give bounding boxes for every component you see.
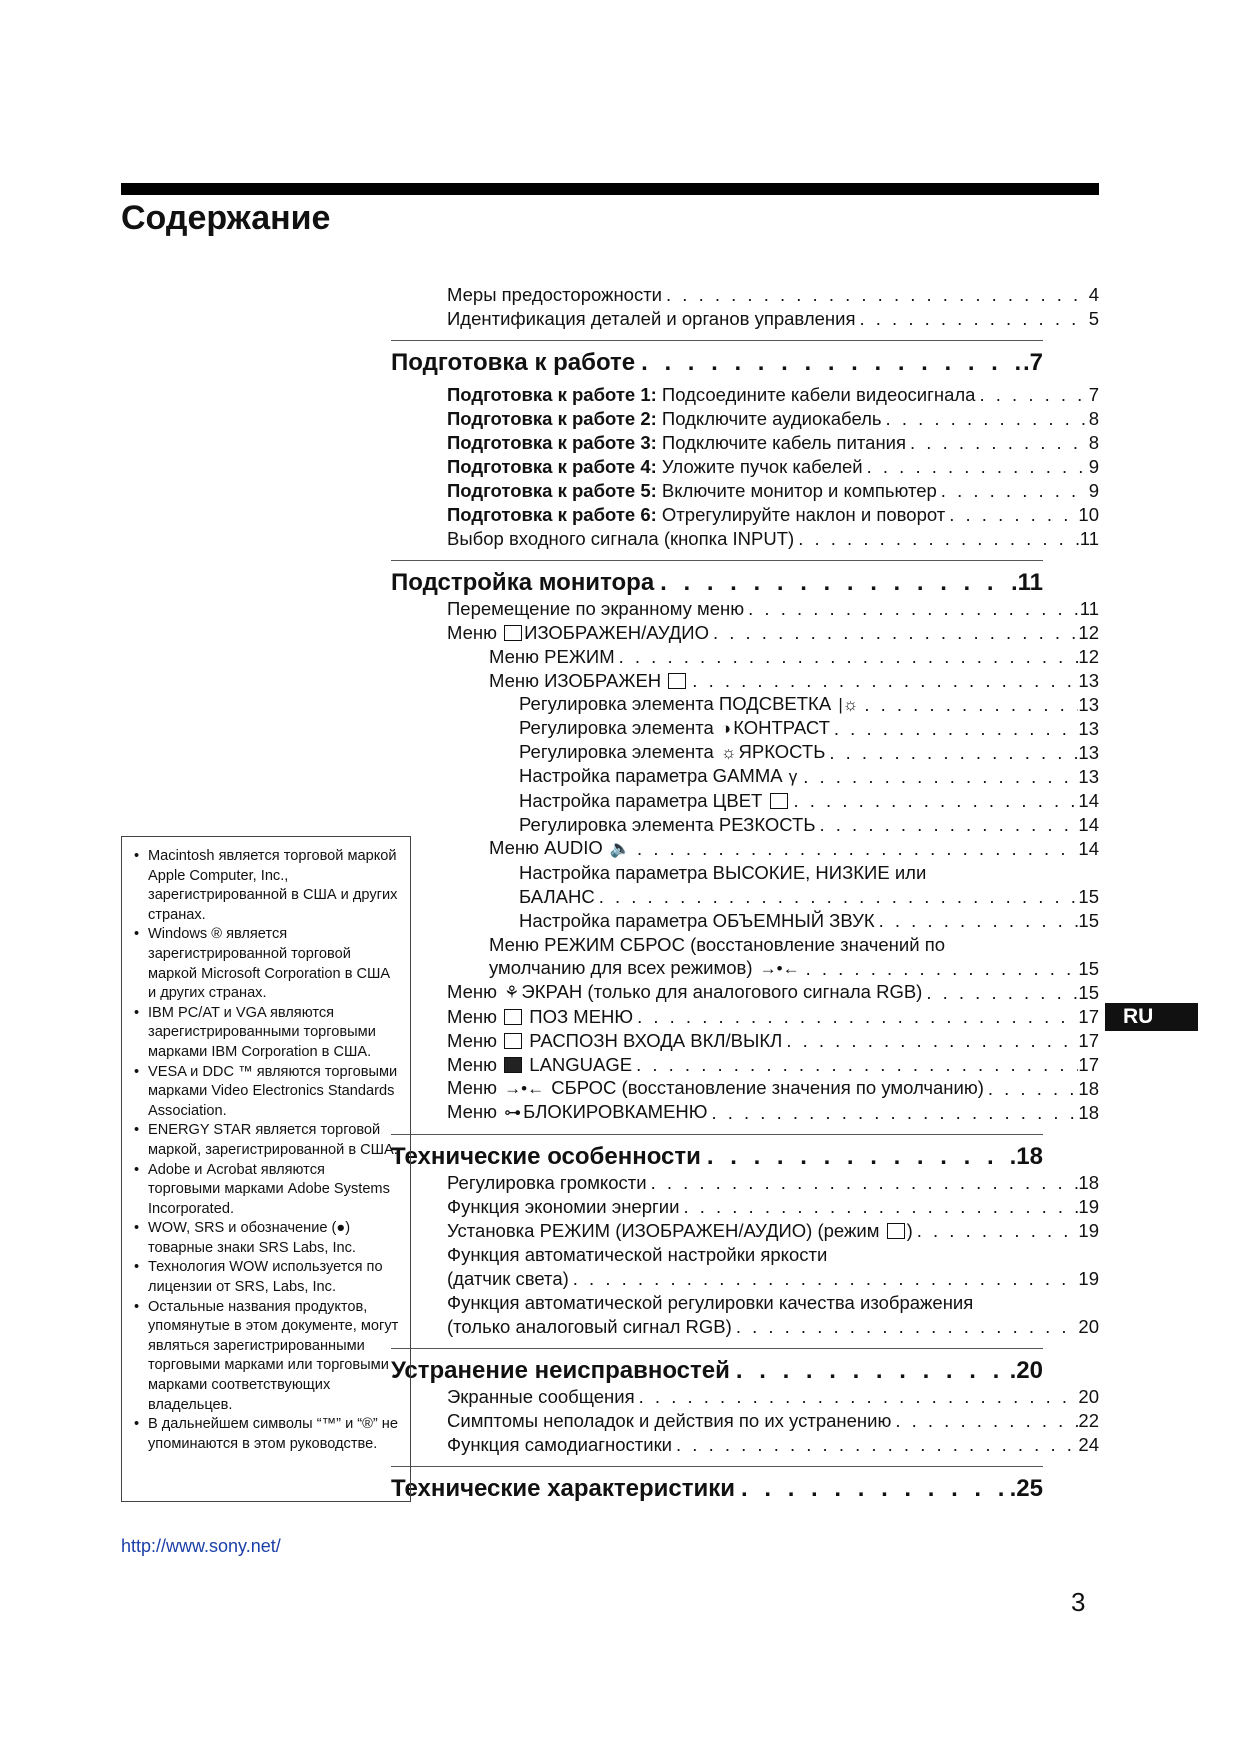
language-icon — [504, 1057, 522, 1073]
toc-entry[interactable]: Меню ⚘ ЭКРАН (только для аналогового сигнала RGB) . . . 15 — [447, 981, 1099, 1005]
toc-entry[interactable]: Меню →•← СБРОС (восстановление значения по умолчанию) . . . 18 — [447, 1077, 1099, 1101]
note-item: • ENERGY STAR является торговой маркой, зарегистрированной в США. — [134, 1121, 400, 1160]
toc-entry[interactable]: Установка РЕЖИМ (ИЗОБРАЖЕН/АУДИО) (режим ) . . . 19 — [447, 1219, 1099, 1243]
reset-icon: →•← — [504, 1079, 545, 1098]
brightness-icon: ☼ — [720, 743, 737, 762]
section-heading[interactable]: Устранение неисправностей . . . .20 — [391, 1349, 1043, 1385]
note-item: • IBM PC/AT и VGA являются зарегистрированными торговыми марками IBM Corporation в США. — [134, 1004, 400, 1063]
toc-entry[interactable]: Подготовка к работе 6: Отрегулируйте наклон и поворот . . . 10 — [447, 503, 1099, 527]
toc-entry[interactable]: Экранные сообщения . . . 20 — [447, 1385, 1099, 1409]
trademark-notes — [121, 836, 411, 1502]
toc-entry[interactable]: Регулировка элемента ◑ КОНТРАСТ . . . 13 — [447, 717, 1099, 741]
contrast-icon: ◑ — [720, 719, 732, 738]
toc-entry[interactable]: Выбор входного сигнала (кнопка INPUT) . . . 11 — [447, 527, 1099, 551]
toc-entry[interactable]: Идентификация деталей и органов управления . . . 5 — [447, 307, 1099, 331]
toc-entry[interactable]: Настройка параметра ОБЪЕМНЫЙ ЗВУК . . . 15 — [447, 909, 1099, 933]
note-item: • Windows ® является зарегистрированной торговой маркой Microsoft Corporation в США и других странах. — [134, 925, 400, 1003]
picture-icon — [668, 673, 686, 689]
toc-entry[interactable]: Функция самодиагностики . . . 24 — [447, 1433, 1099, 1457]
note-item: • Adobe и Acrobat являются торговыми марками Adobe Systems Incorporated. — [134, 1161, 400, 1220]
sony-url-link[interactable]: http://www.sony.net/ — [121, 1536, 281, 1556]
toc-entry[interactable]: Настройка параметра ЦВЕТ . . . 14 — [447, 789, 1099, 813]
toc-entry[interactable]: Регулировка элемента РЕЗКОСТЬ . . . 14 — [447, 813, 1099, 837]
toc-entry[interactable]: Меню ИЗОБРАЖЕН/АУДИО . . . 12 — [447, 621, 1099, 645]
toc-entry-continued: Функция автоматической настройки яркости — [447, 1244, 828, 1265]
toc-entry[interactable]: Регулировка элемента ПОДСВЕТКА |☼ . . . 13 — [447, 693, 1099, 717]
section-heading[interactable]: Подготовка к работе . . . .7 — [391, 341, 1043, 377]
toc-entry-continued: Меню РЕЖИМ СБРОС (восстановление значений по — [489, 934, 946, 955]
section-heading[interactable]: Подстройка монитора . . . .11 — [391, 561, 1043, 597]
input-sensing-icon — [504, 1033, 522, 1049]
toc-entry[interactable]: Меню РАСПОЗН ВХОДА ВКЛ/ВЫКЛ . . . 17 — [447, 1029, 1099, 1053]
toc-entry[interactable]: умолчанию для всех режимов) →•← . . . 15 — [447, 957, 1099, 981]
toc-entry[interactable]: Меню ⊶ БЛОКИРОВКАМЕНЮ . . . 18 — [447, 1101, 1099, 1125]
table-of-contents — [391, 283, 1099, 1503]
section-heading[interactable]: Технические особенности . . . .18 — [391, 1135, 1043, 1171]
speaker-icon: 🔈 — [609, 839, 632, 858]
toc-entry[interactable]: Меры предосторожности . . . 4 — [447, 283, 1099, 307]
toc-entry[interactable]: БАЛАНС . . . 15 — [447, 885, 1099, 909]
picture-audio-icon — [887, 1223, 905, 1239]
toc-entry[interactable]: Меню ИЗОБРАЖЕН . . . 13 — [447, 669, 1099, 693]
toc-entry[interactable]: Настройка параметра GAMMA γ . . . 13 — [447, 765, 1099, 789]
menu-lock-icon: ⊶ — [504, 1103, 522, 1122]
note-item: • VESA и DDC ™ являются торговыми марками Video Electronics Standards Association. — [134, 1063, 400, 1122]
toc-entry[interactable]: Меню LANGUAGE . . . 17 — [447, 1053, 1099, 1077]
reset-icon: →•← — [759, 959, 800, 978]
note-item: • Технология WOW используется по лицензии от SRS, Labs, Inc. — [134, 1258, 400, 1297]
note-item: • Macintosh является торговой маркой Apple Computer, Inc., зарегистрированной в США и других странах. — [134, 847, 400, 925]
toc-entry-continued: Настройка параметра ВЫСОКИЕ, НИЗКИЕ или — [519, 862, 927, 883]
toc-entry[interactable]: Подготовка к работе 4: Уложите пучок кабелей . . . 9 — [447, 455, 1099, 479]
gamma-icon: γ — [788, 767, 798, 786]
language-tab: RU — [1105, 1003, 1198, 1031]
toc-entry[interactable]: Перемещение по экранному меню . . . 11 — [447, 597, 1099, 621]
page-title: Содержание — [121, 199, 331, 237]
menu-position-icon — [504, 1009, 522, 1025]
toc-entry[interactable]: Функция экономии энергии . . . 19 — [447, 1195, 1099, 1219]
toc-entry[interactable]: Подготовка к работе 2: Подключите аудиокабель . . . 8 — [447, 407, 1099, 431]
screen-icon: ⚘ — [504, 983, 520, 1002]
toc-entry-continued: Функция автоматической регулировки качества изображения — [447, 1292, 974, 1313]
backlight-icon: |☼ — [838, 695, 859, 714]
picture-audio-icon — [504, 625, 522, 641]
page-number: 3 — [1071, 1587, 1086, 1617]
toc-entry[interactable]: Меню РЕЖИМ . . . 12 — [447, 645, 1099, 669]
toc-entry[interactable]: Подготовка к работе 5: Включите монитор и компьютер . . . 9 — [447, 479, 1099, 503]
toc-entry[interactable]: Подготовка к работе 1: Подсоедините кабели видеосигнала . . . 7 — [447, 383, 1099, 407]
top-rule — [121, 183, 1099, 195]
toc-entry[interactable]: Меню ПОЗ МЕНЮ . . . 17 — [447, 1005, 1099, 1029]
toc-entry[interactable]: Симптомы неполадок и действия по их устранению . . . 22 — [447, 1409, 1099, 1433]
color-icon — [770, 793, 788, 809]
note-item: • WOW, SRS и обозначение (●) товарные знаки SRS Labs, Inc. — [134, 1219, 400, 1258]
toc-entry[interactable]: (только аналоговый сигнал RGB) . . . 20 — [447, 1315, 1099, 1339]
section-heading[interactable]: Технические характеристики . . . .25 — [391, 1467, 1043, 1503]
note-item: • В дальнейшем символы “™” и “®” не упоминаются в этом руководстве. — [134, 1415, 400, 1454]
note-item: • Остальные названия продуктов, упомянутые в этом документе, могут являться зарегистрированными торговыми марками или торговыми марками соответствующих владельцев. — [134, 1298, 400, 1416]
toc-entry[interactable]: Регулировка элемента ☼ ЯРКОСТЬ . . . 13 — [447, 741, 1099, 765]
toc-entry[interactable]: Подготовка к работе 3: Подключите кабель питания . . . 8 — [447, 431, 1099, 455]
toc-entry[interactable]: Меню AUDIO 🔈 . . . 14 — [447, 837, 1099, 861]
toc-entry[interactable]: Регулировка громкости . . . 18 — [447, 1171, 1099, 1195]
toc-entry[interactable]: (датчик света) . . . 19 — [447, 1267, 1099, 1291]
